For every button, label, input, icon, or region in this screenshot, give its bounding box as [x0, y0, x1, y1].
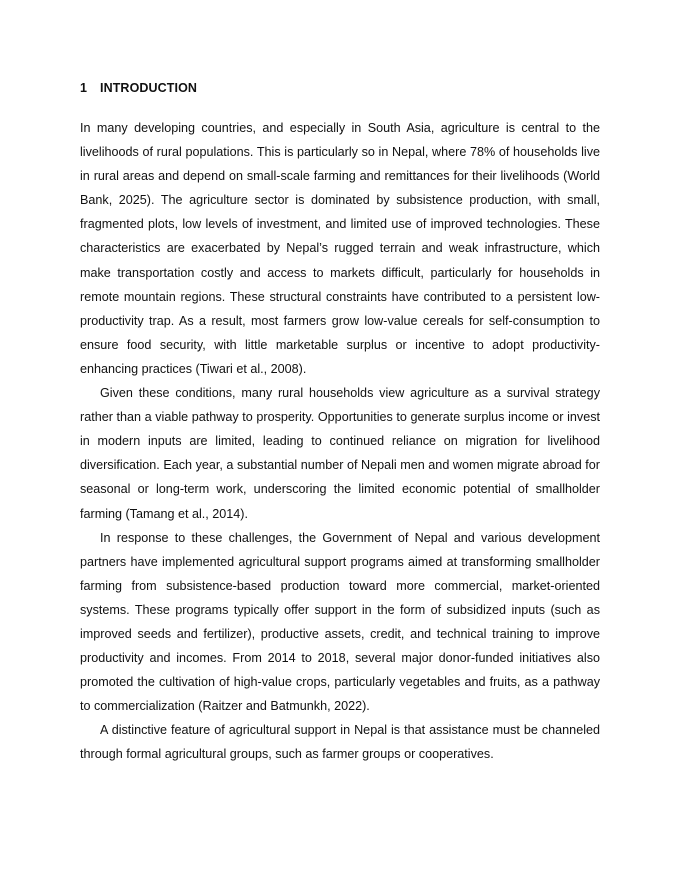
paragraph-4: A distinctive feature of agricultural support in Nepal is that assistance must be channeled through formal agricultural groups, such as farmer groups or cooperatives. [80, 723, 600, 762]
paragraph-1: In many developing countries, and especially in South Asia, agriculture is central to the livelihoods of rural populations. This is particularly so in Nepal, where 78% of households live in rural areas and depend on small-scale farming and remittances for their livelihoods (World Bank, 2025). The agriculture sector is dominated by subsistence production, with small, fragmented plots, low levels of investment, and limited use of improved technologies. These characteristics are exacerbated by Nepal’s rugged terrain and weak infrastructure, which make transportation costly and access to markets difficult, particularly for households in remote mountain regions. These structural constraints have contributed to a persistent low-productivity trap. As a result, most farmers grow low-value cereals for self-consumption to ensure food security, with little marketable surplus or incentive to adopt productivity-enhancing practices (Tiwari et al., 2008). [80, 121, 600, 376]
paragraph-2: Given these conditions, many rural households view agriculture as a survival strategy rather than a viable pathway to prosperity. Opportunities to generate surplus income or invest in modern inputs are limited, leading to continued reliance on migration for livelihood diversification. Each year, a substantial number of Nepali men and women migrate abroad for seasonal or long-term work, underscoring the limited economic potential of smallholder farming (Tamang et al., 2014). [80, 386, 600, 521]
section-title: INTRODUCTION [100, 81, 198, 95]
section-number: 1 [80, 81, 88, 95]
section-heading [80, 78, 600, 98]
paragraph-3: In response to these challenges, the Government of Nepal and various development partners have implemented agricultural support programs aimed at transforming smallholder farming from subsistence-based production toward more commercial, market-oriented systems. These programs typically offer support in the form of subsidized inputs (such as improved seeds and fertilizer), productive assets, credit, and technical training to improve productivity and incomes. From 2014 to 2018, several major donor-funded initiatives also promoted the cultivation of high-value crops, particularly vegetables and fruits, as a pathway to commercialization (Raitzer and Batmunkh, 2022). [80, 530, 600, 714]
document-page [80, 78, 600, 767]
